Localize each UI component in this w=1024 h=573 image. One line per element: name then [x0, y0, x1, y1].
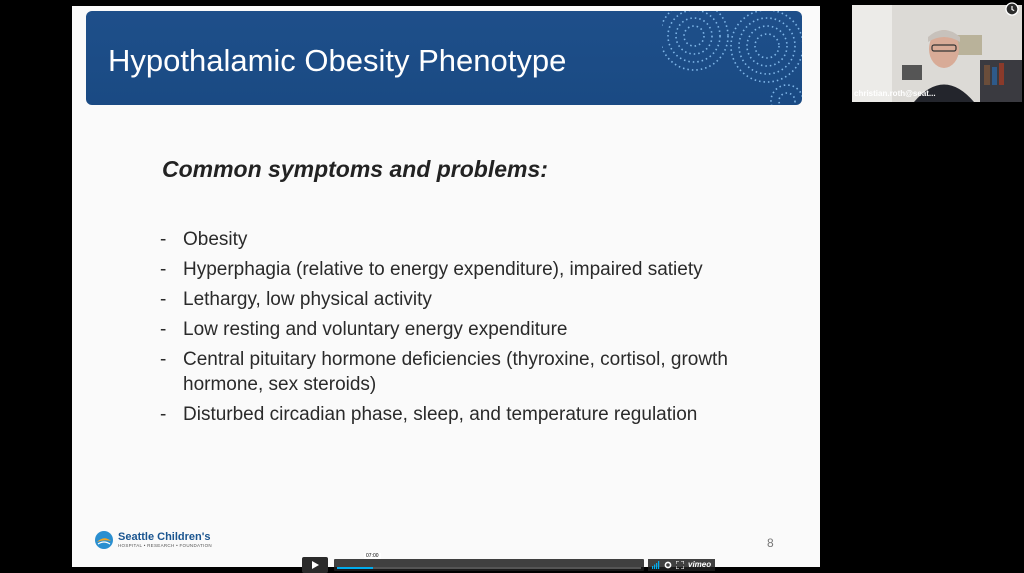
bullet-item	[160, 317, 800, 342]
bullet-text: Low resting and voluntary energy expenditure	[183, 319, 568, 340]
bullet-item	[160, 347, 800, 397]
webcam-video-feed	[852, 5, 1022, 102]
player-controls-right	[648, 559, 715, 571]
page-number: 8	[767, 536, 774, 550]
bullet-item	[160, 257, 800, 282]
bullet-item	[160, 227, 800, 252]
bullet-marker: -	[160, 349, 167, 370]
bullet-marker: -	[160, 229, 167, 250]
bullet-item	[160, 287, 800, 312]
participant-name: christian.roth@seat...	[854, 89, 936, 98]
bullet-text: Central pituitary hormone deficiencies (thyroxine, cortisol, growth hormone, sex steroids)	[183, 349, 728, 395]
bullet-text: Hyperphagia (relative to energy expenditure), impaired satiety	[183, 259, 703, 280]
logo-tagline: HOSPITAL • RESEARCH • FOUNDATION	[118, 542, 212, 548]
volume-icon[interactable]	[652, 561, 660, 569]
bullet-list	[160, 227, 800, 432]
bullet-marker: -	[160, 259, 167, 280]
progress-track	[373, 567, 641, 569]
vimeo-link[interactable]: vimeo	[688, 560, 712, 569]
bullet-text: Disturbed circadian phase, sleep, and temperature regulation	[183, 404, 698, 425]
fullscreen-icon[interactable]	[676, 561, 684, 569]
presentation-slide	[72, 6, 820, 567]
settings-gear-icon[interactable]	[664, 561, 672, 569]
bullet-marker: -	[160, 319, 167, 340]
clock-icon[interactable]	[1005, 2, 1019, 16]
logo-name: Seattle Children's	[118, 530, 211, 543]
video-player-controls	[302, 552, 718, 573]
slide-subtitle: Common symptoms and problems:	[162, 156, 548, 182]
seattle-childrens-logo	[94, 530, 212, 550]
title-banner	[86, 11, 802, 105]
logo-mark-icon	[94, 530, 114, 550]
play-button[interactable]	[302, 557, 328, 573]
bullet-marker: -	[160, 404, 167, 425]
decorative-dots-icon	[662, 11, 802, 105]
presenter-video-image	[852, 5, 1022, 102]
bullet-text: Lethargy, low physical activity	[183, 289, 432, 310]
time-tooltip: 07:00	[366, 552, 379, 559]
progress-bar[interactable]	[334, 552, 644, 571]
play-icon	[310, 560, 320, 570]
progress-fill	[337, 567, 373, 569]
slide-title: Hypothalamic Obesity Phenotype	[108, 43, 567, 78]
bullet-item	[160, 402, 800, 427]
bullet-marker: -	[160, 289, 167, 310]
bullet-text: Obesity	[183, 229, 248, 250]
